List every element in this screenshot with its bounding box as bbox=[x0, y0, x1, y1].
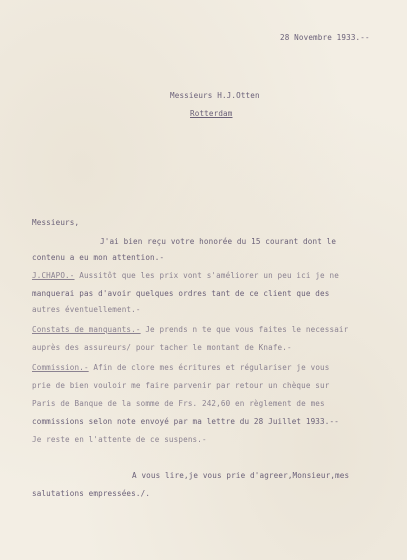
paragraph-constats bbox=[32, 325, 348, 335]
body-line: autres éventuellement.- bbox=[32, 305, 141, 314]
body-line: prie de bien vouloir me faire parvenir par retour un chèque sur bbox=[32, 381, 330, 390]
paragraph-label: Constats de manquants.- bbox=[32, 325, 141, 334]
date: 28 Novembre 1933.-- bbox=[280, 33, 370, 42]
salutation: Messieurs, bbox=[32, 218, 80, 227]
paragraph-commission bbox=[32, 363, 330, 373]
body-line: auprès des assureurs/ pour tacher le montant de Knafe.- bbox=[32, 343, 292, 352]
body-line: contenu a eu mon attention.- bbox=[32, 253, 165, 262]
body-line: Je reste en l'attente de ce suspens.- bbox=[32, 435, 207, 444]
body-line: commissions selon note envoyé par ma lettre du 28 Juillet 1933.-- bbox=[32, 417, 339, 426]
closing-line: A vous lire,je vous prie d'agreer,Monsieur,mes bbox=[132, 471, 350, 480]
closing-line: salutations empressées./. bbox=[32, 489, 151, 498]
body-line: Paris de Banque de la somme de Frs. 242,60 en règlement de mes bbox=[32, 399, 325, 408]
body-line: manquerai pas d'avoir quelques ordres tant de ce client que des bbox=[32, 289, 330, 298]
paragraph-chapo bbox=[32, 271, 339, 281]
paragraph-label: J.CHAPO.- bbox=[32, 271, 75, 280]
addressee-name: Messieurs H.J.Otten bbox=[170, 91, 260, 100]
body-line: Je prends n te que vous faites le necessair bbox=[140, 325, 349, 334]
paragraph-label: Commission.- bbox=[32, 363, 89, 372]
addressee-city: Rotterdam bbox=[190, 109, 233, 118]
body-line: Afin de clore mes écritures et régulariser je vous bbox=[88, 363, 330, 372]
body-line: Aussitôt que les prix vont s'améliorer un peu ici je ne bbox=[74, 271, 339, 280]
body-line: J'ai bien reçu votre honorée du 15 courant dont le bbox=[100, 237, 337, 246]
